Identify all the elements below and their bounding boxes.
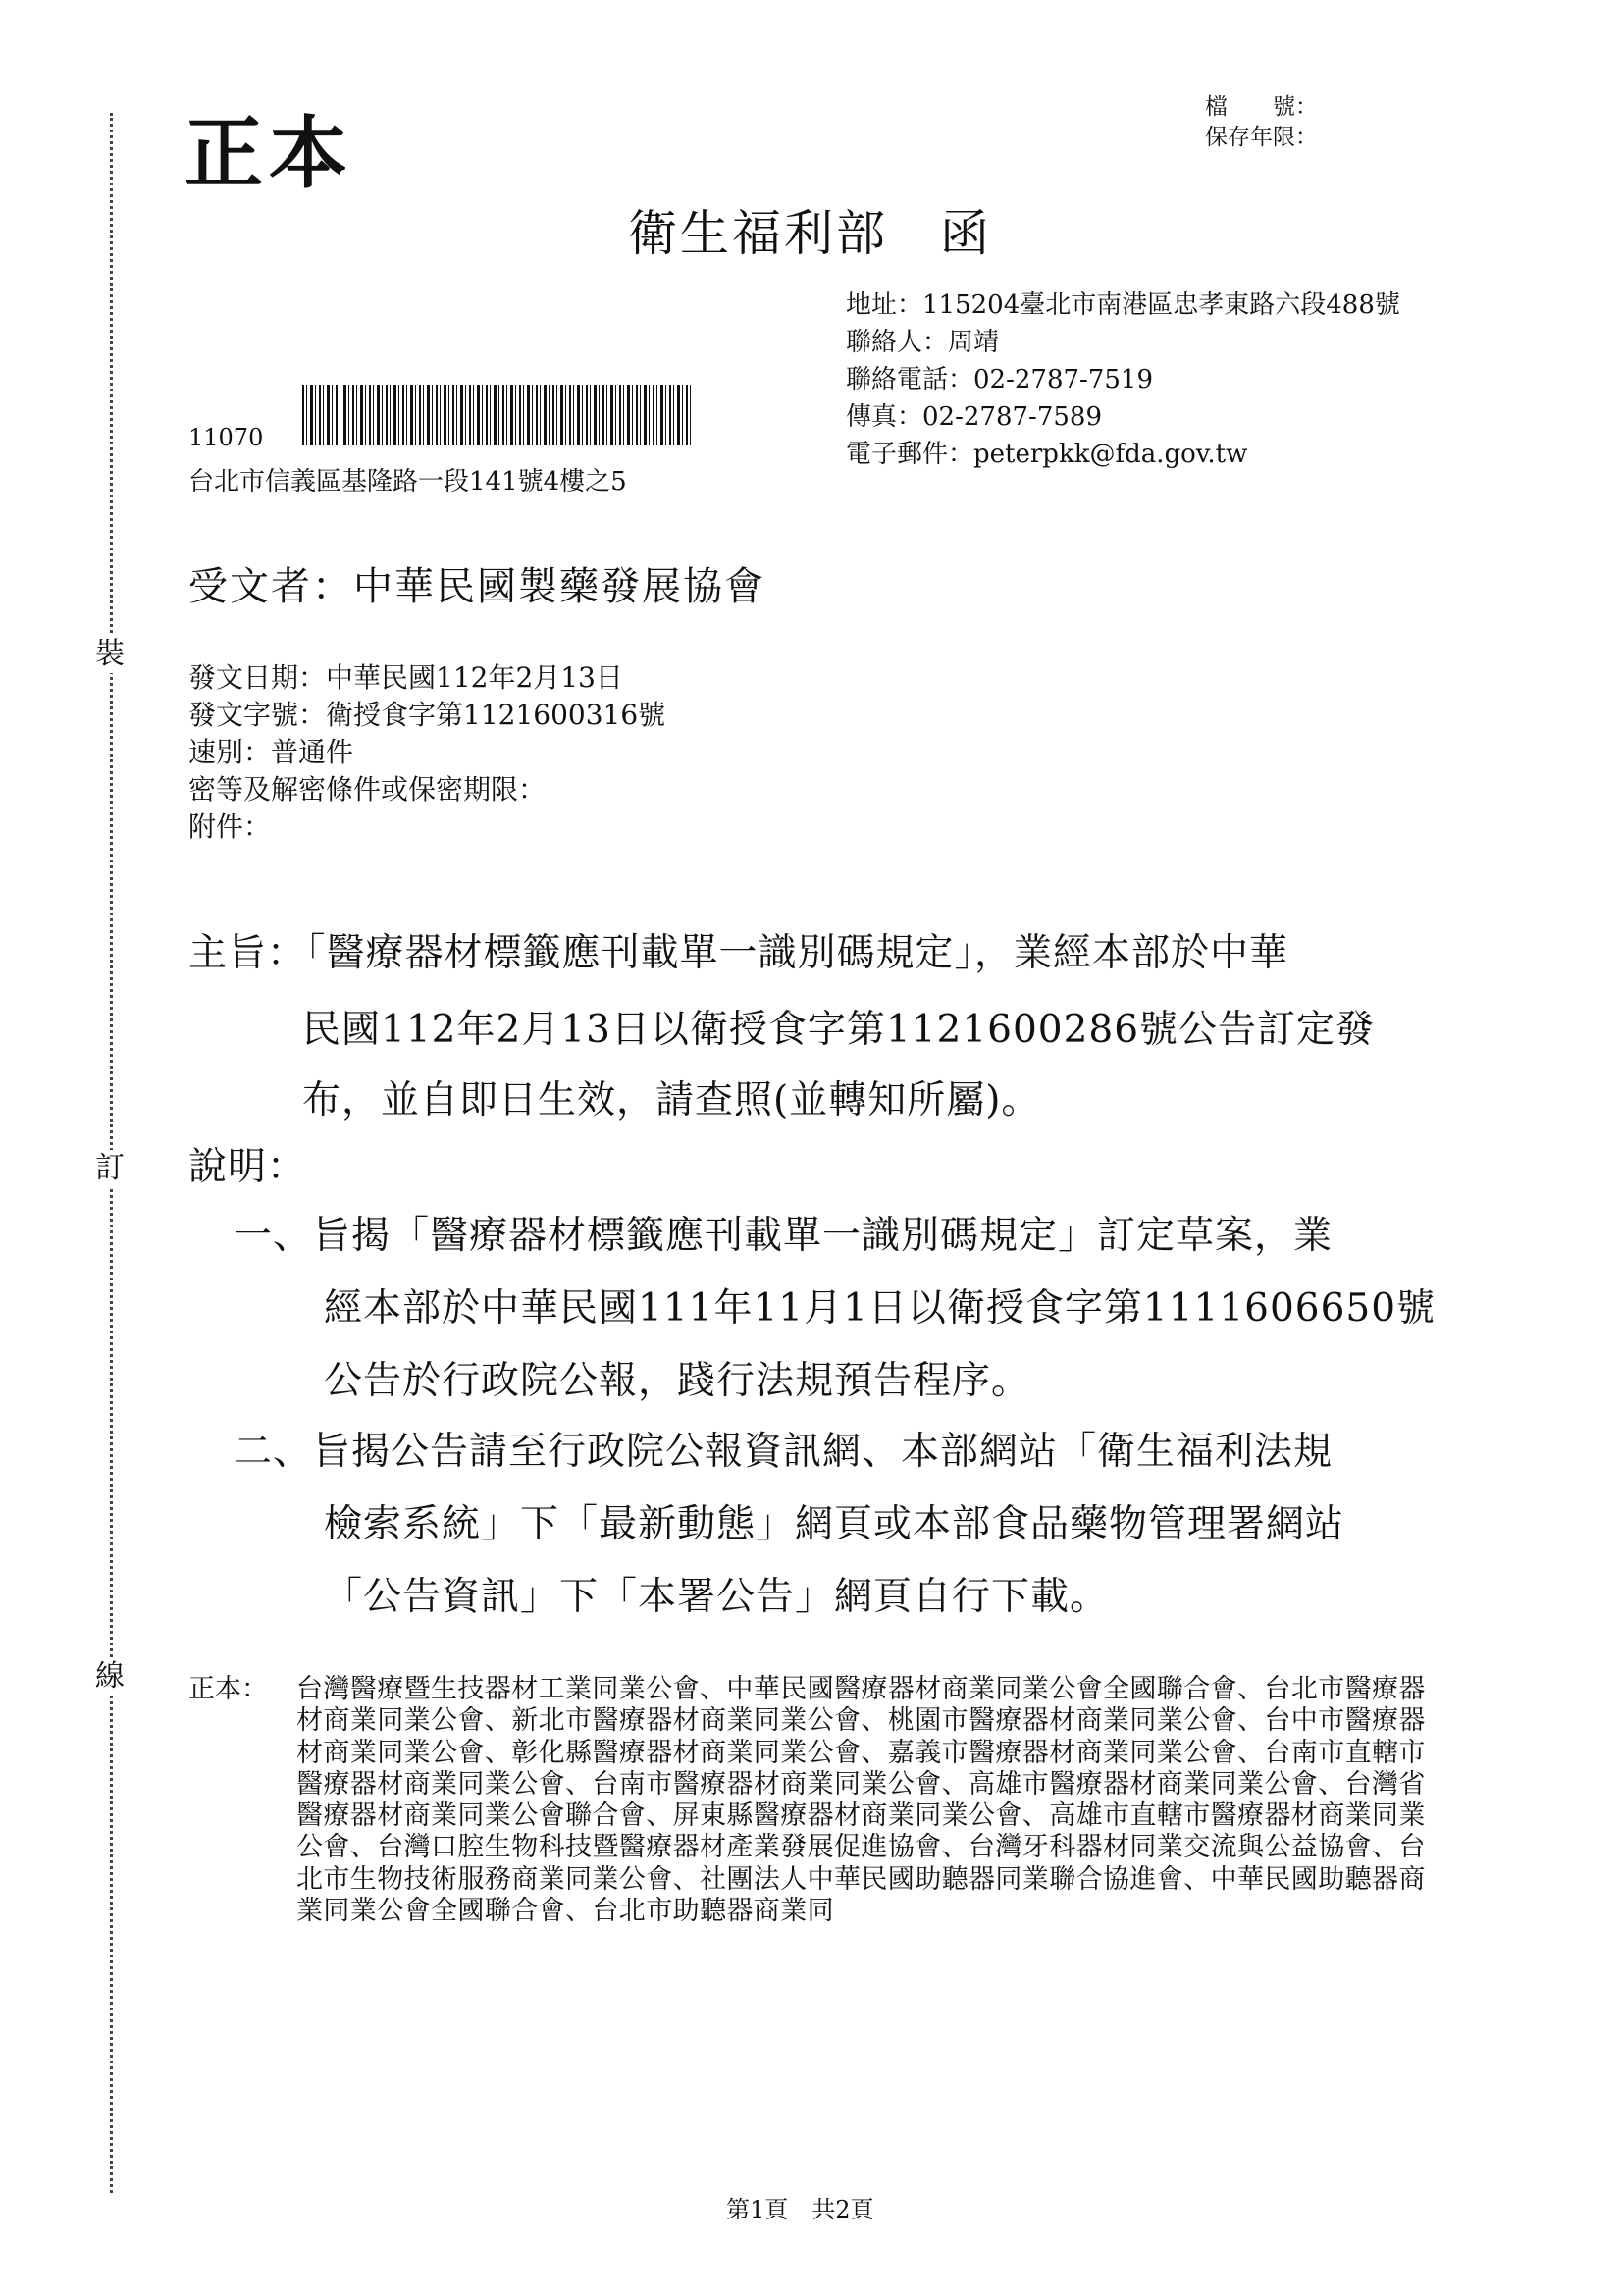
explanation-item-2-line-3: 「公告資訊」下「本署公告」網頁自行下載。: [324, 1575, 1110, 1619]
document-meta: [188, 659, 665, 846]
binding-char-ding: 訂: [95, 1151, 125, 1185]
explanation-item-2-line-1: 二、旨揭公告請至行政院公報資訊網、本部網站「衛生福利法規: [234, 1430, 1334, 1474]
mailing-zip: 11070: [188, 424, 264, 451]
binding-char-xian: 線: [95, 1659, 125, 1694]
contact-address: 地址：115204臺北市南港區忠孝東路六段488號: [846, 290, 1400, 320]
file-info: [1205, 92, 1318, 153]
file-number: 檔 號：: [1205, 94, 1318, 120]
contact-phone: 聯絡電話：02-2787-7519: [846, 365, 1153, 394]
page-number: 第1頁 共2頁: [726, 2196, 874, 2223]
explanation-item-1-line-2: 經本部於中華民國111年11月1日以衛授食字第1111606650號: [324, 1286, 1437, 1331]
copy-mark: 正本: [184, 107, 353, 199]
contact-fax: 傳真：02-2787-7589: [846, 402, 1102, 432]
cc-label: 正本：: [188, 1674, 268, 1704]
binding-char-zhuang: 裝: [95, 637, 125, 671]
recipient: 受文者：中華民國製藥發展協會: [188, 564, 765, 609]
attachment: 附件：: [188, 810, 272, 843]
speed-class: 速別：普通件: [188, 736, 354, 768]
explanation-item-1-line-1: 一、旨揭「醫療器材標籤應刊載單一識別碼規定」訂定草案，業: [234, 1214, 1334, 1258]
explanation-item-2-line-2: 檢索系統」下「最新動態」網頁或本部食品藥物管理署網站: [324, 1502, 1345, 1546]
mailing-address: 台北市信義區基隆路一段141號4樓之5: [188, 467, 627, 496]
subject-line-1: 主旨：「醫療器材標籤應刊載單一識別碼規定」，業經本部於中華: [188, 931, 1289, 975]
issue-number: 發文字號：衛授食字第1121600316號: [188, 699, 666, 731]
issue-date: 發文日期：中華民國112年2月13日: [188, 661, 623, 694]
contact-email: 電子郵件：peterpkk@fda.gov.tw: [846, 440, 1248, 469]
subject-line-3: 布，並自即日生效，請查照(並轉知所屬)。: [302, 1078, 1041, 1122]
explanation-item-1-line-3: 公告於行政院公報，踐行法規預告程序。: [324, 1359, 1031, 1403]
document-title: 衛生福利部 函: [628, 205, 992, 262]
retention-period: 保存年限：: [1205, 125, 1318, 150]
contact-block: [846, 287, 1400, 473]
secrecy-level: 密等及解密條件或保密期限：: [188, 773, 547, 806]
subject-line-2: 民國112年2月13日以衛授食字第1121600286號公告訂定發: [302, 1008, 1376, 1052]
cc-recipients: 台灣醫療暨生技器材工業同業公會、中華民國醫療器材商業同業公會全國聯合會、台北市醫療器材商業同業公會、新北市醫療器材商業同業公會、桃園市醫療器材商業同業公會、台中市醫療器材商業同業公會、彰化縣醫療器材商業同業公會、嘉義市醫療器材商業同業公會、台南市直轄市醫療器材商業同業公會、台南市醫療器材商業同業公會、高雄市醫療器材商業同業公會、台灣省醫療器材商業同業公會聯合會、屏東縣醫療器材商業同業公會、高雄市直轄市醫療器材商業同業公會、台灣口腔生物科技暨醫療器材產業發展促進協會、台灣牙科器材同業交流與公益協會、台北市生物技術服務商業同業公會、社團法人中華民國助聽器同業聯合協進會、中華民國助聽器商業同業公會全國聯合會、台北市助聽器商業同: [296, 1674, 1426, 1927]
contact-person: 聯絡人：周靖: [846, 328, 1000, 357]
barcode: [302, 385, 691, 445]
explanation-heading: 說明：: [188, 1145, 307, 1189]
